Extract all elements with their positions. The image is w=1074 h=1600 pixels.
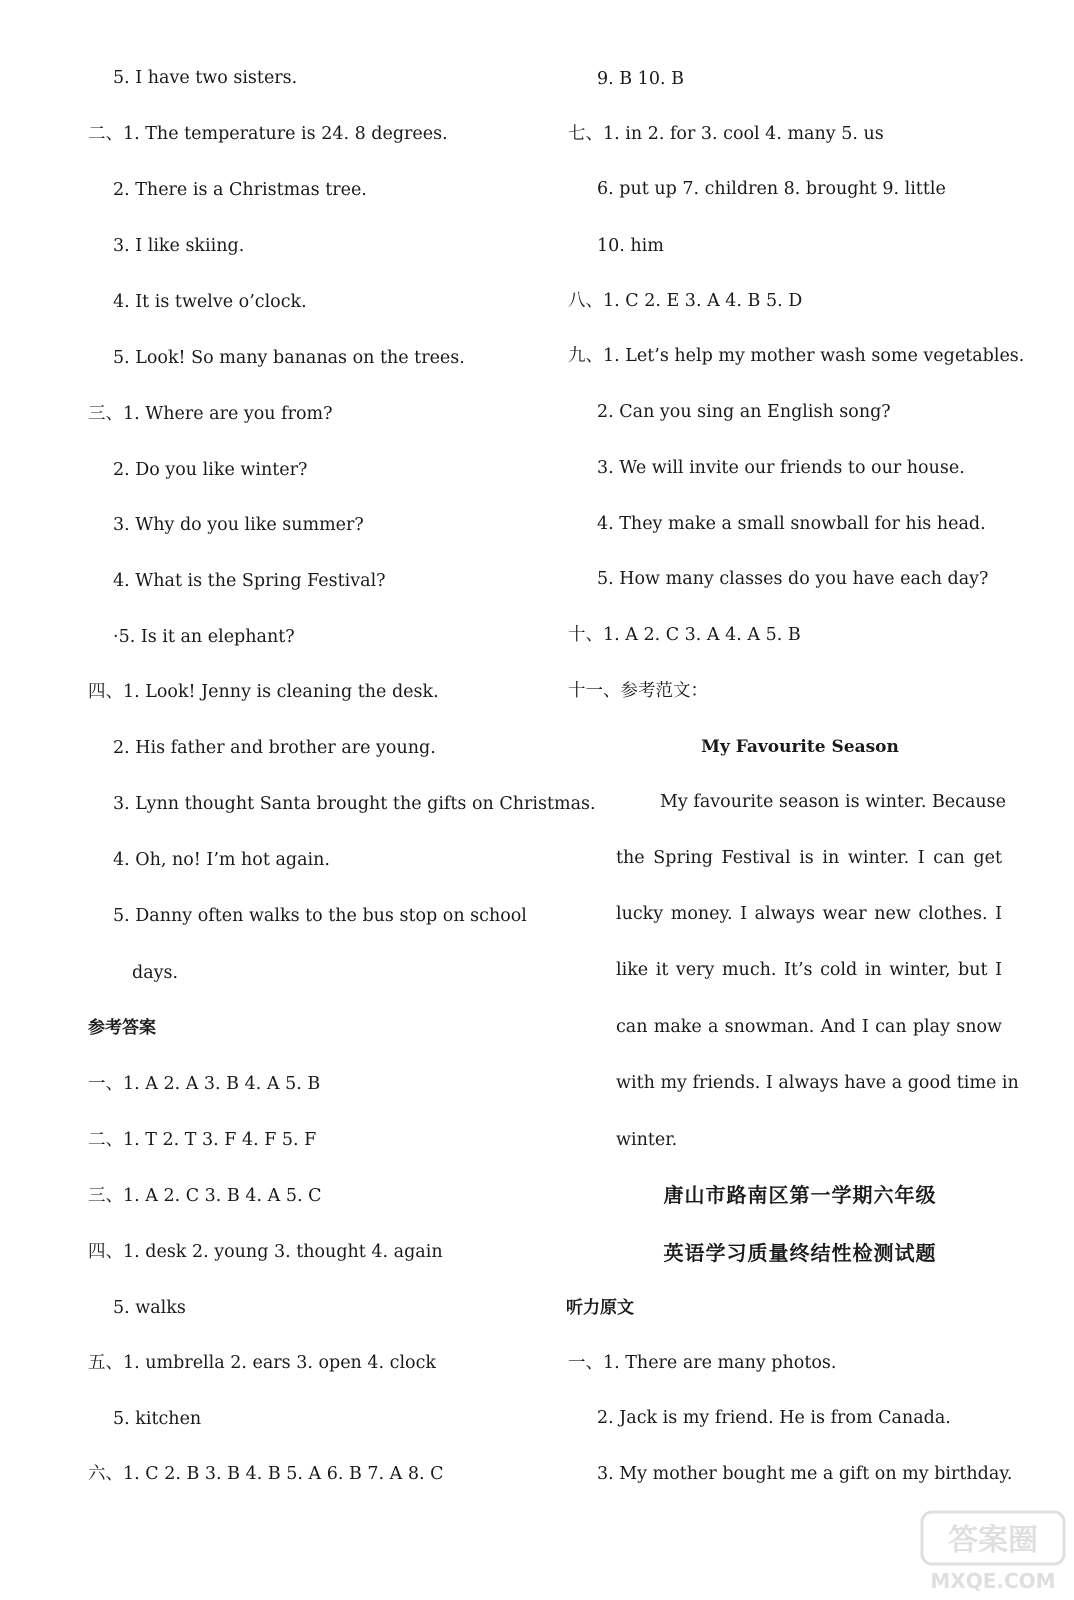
listening-line: 3. My mother bought me a gift on my birthday. [597, 1464, 1013, 1484]
answer-line: 3. Why do you like summer? [113, 515, 364, 535]
listening-heading: 听力原文 [566, 1298, 634, 1318]
answer-line: 10. him [597, 236, 664, 256]
answer-line: 三、1. A 2. C 3. B 4. A 5. C [88, 1186, 322, 1206]
answer-line: 2. His father and brother are young. [113, 738, 436, 758]
answer-line: 5. I have two sisters. [113, 68, 298, 88]
watermark-subtext: MXQE.COM [930, 1569, 1056, 1593]
listening-line: 一、1. There are many photos. [568, 1353, 837, 1373]
watermark-text: 答案圈 [948, 1523, 1038, 1558]
essay-line: can make a snowman. And I can play snow [616, 1017, 1002, 1037]
test-title-line1: 唐山市路南区第一学期六年级 [663, 1183, 937, 1207]
answer-line: 五、1. umbrella 2. ears 3. open 4. clock [88, 1353, 436, 1373]
answer-line: 四、1. desk 2. young 3. thought 4. again [88, 1242, 443, 1262]
essay-line: lucky money. I always wear new clothes. I [616, 904, 1002, 924]
answer-line: 十一、参考范文： [568, 681, 708, 701]
essay-line: like it very much. It’s cold in winter, but I [616, 960, 1002, 980]
answer-line: 4. It is twelve o’clock. [113, 292, 307, 312]
answer-line: 四、1. Look! Jenny is cleaning the desk. [88, 682, 439, 702]
answer-line: 4. They make a small snowball for his head. [597, 514, 986, 534]
answer-line: 九、1. Let’s help my mother wash some vegetables. [568, 346, 1025, 366]
answer-line: 二、1. The temperature is 24. 8 degrees. [88, 124, 448, 144]
answer-line: 三、1. Where are you from? [88, 404, 333, 424]
essay-line: the Spring Festival is in winter. I can get [616, 848, 1002, 868]
section-heading: 参考答案 [88, 1018, 156, 1038]
answer-line: 3. We will invite our friends to our house. [597, 458, 965, 478]
answer-line: 4. What is the Spring Festival? [113, 571, 386, 591]
answer-line: 5. Look! So many bananas on the trees. [113, 348, 465, 368]
answer-line: ·5. Is it an elephant? [113, 627, 295, 647]
answer-line: 二、1. T 2. T 3. F 4. F 5. F [88, 1130, 317, 1150]
listening-line: 2. Jack is my friend. He is from Canada. [597, 1408, 951, 1428]
test-title-line2: 英语学习质量终结性检测试题 [663, 1241, 937, 1265]
answer-line: 一、1. A 2. A 3. B 4. A 5. B [88, 1074, 321, 1094]
answer-line: 2. Can you sing an English song? [597, 402, 891, 422]
essay-title: My Favourite Season [701, 737, 899, 757]
right-column [540, 0, 1074, 1600]
answer-line: 3. Lynn thought Santa brought the gifts on Christmas. [113, 794, 596, 814]
answer-line: 2. Do you like winter? [113, 460, 308, 480]
answer-line: 七、1. in 2. for 3. cool 4. many 5. us [568, 124, 884, 144]
essay-line: My favourite season is winter. Because [660, 792, 1007, 812]
watermark-logo [918, 1506, 1068, 1596]
answer-line: 5. How many classes do you have each day? [597, 569, 989, 589]
answer-line: 六、1. C 2. B 3. B 4. B 5. A 6. B 7. A 8. C [88, 1464, 444, 1484]
essay-line: winter. [616, 1130, 678, 1150]
answer-line: 6. put up 7. children 8. brought 9. little [597, 179, 946, 199]
answer-line: 3. I like skiing. [113, 236, 245, 256]
answer-line: 十、1. A 2. C 3. A 4. A 5. B [568, 625, 801, 645]
answer-line: days. [132, 963, 179, 983]
essay-line: with my friends. I always have a good time in [616, 1073, 1019, 1093]
answer-line: 5. Danny often walks to the bus stop on school [113, 906, 527, 926]
answer-line: 4. Oh, no! I’m hot again. [113, 850, 330, 870]
answer-line: 八、1. C 2. E 3. A 4. B 5. D [568, 291, 803, 311]
answer-line: 5. walks [113, 1298, 186, 1318]
answer-line: 5. kitchen [113, 1409, 202, 1429]
answer-line: 9. B 10. B [597, 69, 684, 89]
answer-line: 2. There is a Christmas tree. [113, 180, 367, 200]
